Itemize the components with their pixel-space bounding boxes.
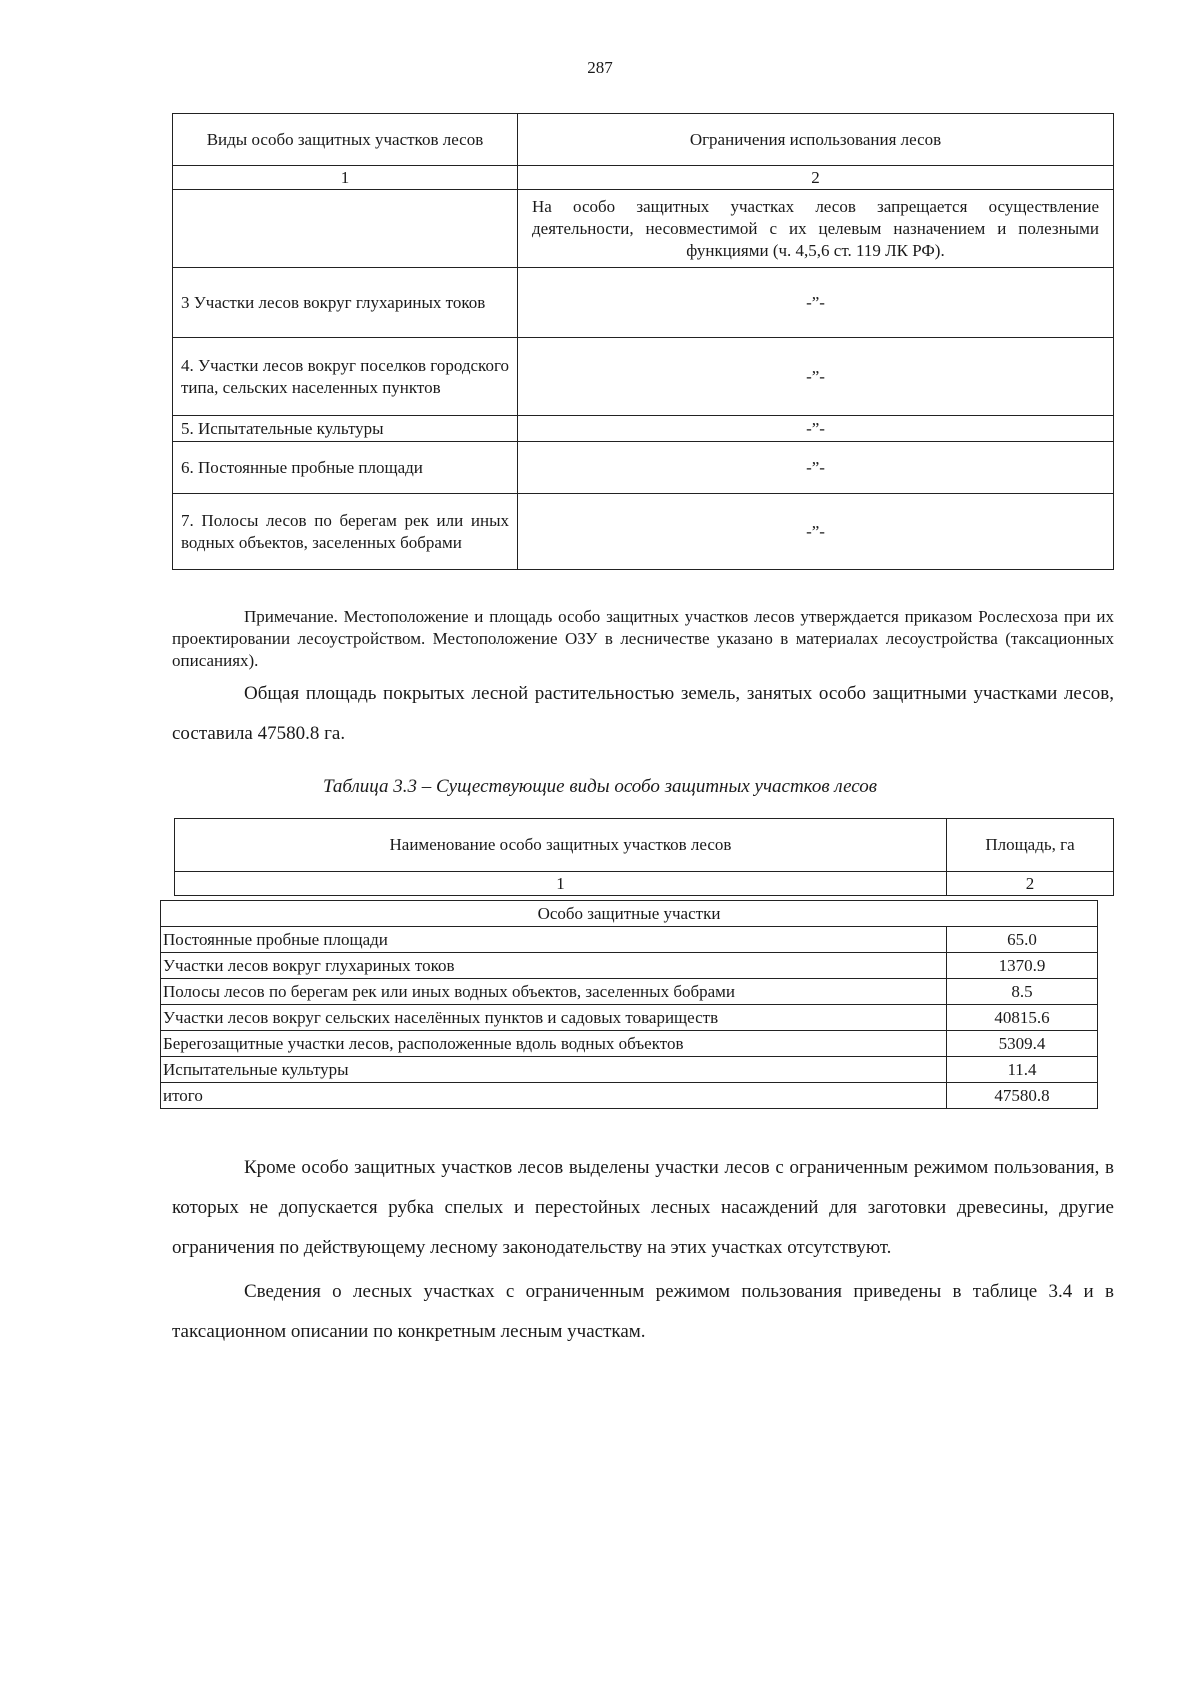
ozu-area-table	[160, 900, 1098, 1109]
table-row	[161, 953, 1098, 979]
ozu-area-cell: 8.5	[947, 979, 1098, 1005]
table1-type-cell: 7. Полосы лесов по берегам рек или иных водных объектов, заселенных бобрами	[173, 494, 518, 570]
table2-header-name: Наименование особо защитных участков лесов	[175, 819, 947, 872]
ozu-area-cell: 11.4	[947, 1057, 1098, 1083]
ozu-area-cell: 40815.6	[947, 1005, 1098, 1031]
total-area-paragraph: Общая площадь покрытых лесной растительностью земель, занятых особо защитными участками лесов, составила 47580.8 га.	[172, 683, 1114, 744]
table1-header-type: Виды особо защитных участков лесов	[173, 114, 518, 166]
ozu-name-cell: Участки лесов вокруг глухариных токов	[161, 953, 947, 979]
table-row	[161, 1083, 1098, 1109]
ozu-area-cell: 65.0	[947, 927, 1098, 953]
ozu-name-cell: Берегозащитные участки лесов, расположенные вдоль водных объектов	[161, 1031, 947, 1057]
table-row	[161, 979, 1098, 1005]
page-number: 287	[587, 58, 613, 77]
table1-restriction-cell: -”-	[518, 338, 1114, 416]
ozu-area-cell: 5309.4	[947, 1031, 1098, 1057]
ozu-name-cell: Полосы лесов по берегам рек или иных водных объектов, заселенных бобрами	[161, 979, 947, 1005]
table1-restriction-cell: -”-	[518, 416, 1114, 442]
table2-colnum-2: 2	[947, 872, 1114, 896]
table1-intro-restriction: На особо защитных участках лесов запрещается осуществление деятельности, несовместимой с их целевым назначением и полезными функциями (ч. 4,5,6 ст. 119 ЛК РФ).	[518, 190, 1114, 268]
table1-type-cell: 6. Постоянные пробные площади	[173, 442, 518, 494]
note-paragraph: Примечание. Местоположение и площадь особо защитных участков лесов утверждается приказом Рослесхоза при их проектировании лесоустройством. Местоположение ОЗУ в лесничестве указано в материалах лесоустройства (таксационных описаниях).	[172, 607, 1114, 670]
table1-restriction-cell: -”-	[518, 268, 1114, 338]
table2-colnum-1: 1	[175, 872, 947, 896]
table-row	[173, 494, 1114, 570]
notes-block	[172, 606, 1114, 754]
table1-restriction-cell: -”-	[518, 442, 1114, 494]
table-caption: Таблица 3.3 – Существующие виды особо защитных участков лесов	[323, 776, 877, 797]
table-row	[173, 338, 1114, 416]
ozu-name-cell: Постоянные пробные площади	[161, 927, 947, 953]
ozu-table-header	[174, 818, 1114, 896]
table3-group-title: Особо защитные участки	[161, 901, 1098, 927]
table1-empty-cell	[173, 190, 518, 268]
table-row	[173, 416, 1114, 442]
table-row	[161, 927, 1098, 953]
table1-colnum-2: 2	[518, 166, 1114, 190]
table1-colnum-1: 1	[173, 166, 518, 190]
table-row	[161, 1031, 1098, 1057]
table1-restriction-cell: -”-	[518, 494, 1114, 570]
ozu-total-label: итого	[161, 1083, 947, 1109]
table2-header-area: Площадь, га	[947, 819, 1114, 872]
restrictions-table	[172, 113, 1114, 570]
table-row	[161, 1005, 1098, 1031]
ozu-name-cell: Участки лесов вокруг сельских населённых пунктов и садовых товариществ	[161, 1005, 947, 1031]
table1-type-cell: 4. Участки лесов вокруг поселков городского типа, сельских населенных пунктов	[173, 338, 518, 416]
table-row	[173, 442, 1114, 494]
restricted-regime-paragraph: Кроме особо защитных участков лесов выделены участки лесов с ограниченным режимом пользования, в которых не допускается рубка спелых и перестойных лесных насаждений для заготовки древесины, другие ограничения по действующему лесному законодательству на этих участках отсутствуют.	[172, 1157, 1114, 1258]
table-row	[173, 268, 1114, 338]
info-paragraph: Сведения о лесных участках с ограниченным режимом пользования приведены в таблице 3.4 и в таксационном описании по конкретным лесным участкам.	[172, 1281, 1114, 1342]
table1-type-cell: 5. Испытательные культуры	[173, 416, 518, 442]
table1-type-cell: 3 Участки лесов вокруг глухариных токов	[173, 268, 518, 338]
ozu-name-cell: Испытательные культуры	[161, 1057, 947, 1083]
table-row	[161, 1057, 1098, 1083]
body-text-block	[172, 1148, 1114, 1352]
ozu-total-area: 47580.8	[947, 1083, 1098, 1109]
ozu-area-cell: 1370.9	[947, 953, 1098, 979]
table1-header-restriction: Ограничения использования лесов	[518, 114, 1114, 166]
